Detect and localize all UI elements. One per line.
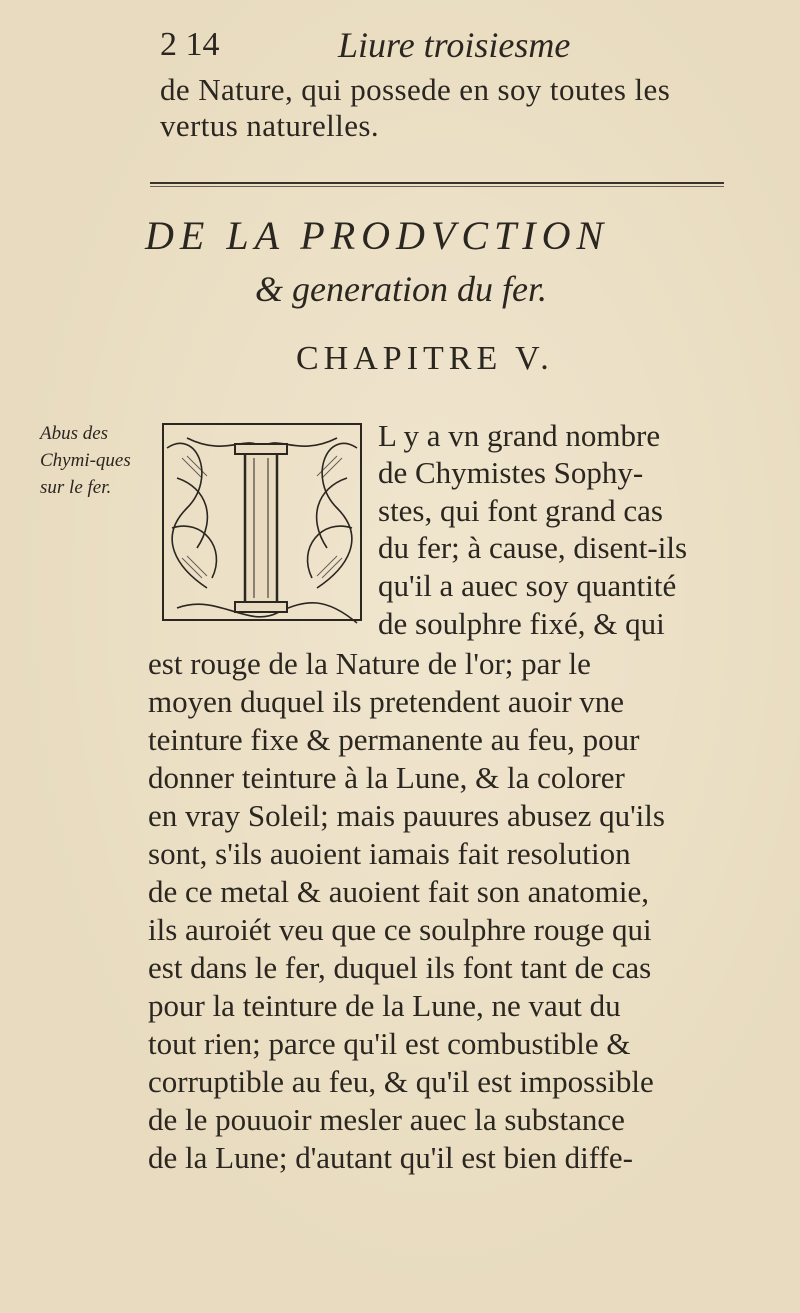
ornament-initial-icon: [157, 418, 367, 640]
body-line-2: de Chymistes Sophy-: [378, 455, 644, 490]
page-number: 2 14: [160, 26, 220, 63]
body-line-6: de soulphre fixé, & qui: [378, 606, 665, 641]
body-line-17: tout rien; parce qu'il est combustible &: [148, 1026, 631, 1061]
body-line-12: sont, s'ils auoient iamais fait resolution: [148, 836, 631, 871]
running-header: [150, 22, 750, 72]
body-line-3: stes, qui font grand cas: [378, 493, 663, 528]
body-line-7: est rouge de la Nature de l'or; par le: [148, 646, 591, 681]
body-line-11: en vray Soleil; mais pauures abusez qu'ils: [148, 798, 665, 833]
body-line-16: pour la teinture de la Lune, ne vaut du: [148, 988, 621, 1023]
chapter-heading: CHAPITRE V.: [296, 340, 554, 377]
section-subtitle: & generation du fer.: [255, 269, 547, 309]
margin-note: Abus des Chymi-ques sur le fer.: [40, 423, 131, 498]
body-line-8: moyen duquel ils pretendent auoir vne: [148, 684, 625, 719]
body-line-10: donner teinture à la Lune, & la colorer: [148, 760, 625, 795]
section-title: DE LA PRODVCTION: [145, 213, 610, 258]
body-line-9: teinture fixe & permanente au feu, pour: [148, 722, 640, 757]
body-line-5: qu'il a auec soy quantité: [378, 568, 677, 603]
decorated-initial: [157, 418, 367, 640]
body-line-20: de la Lune; d'autant qu'il est bien diffe-: [148, 1140, 633, 1175]
intro-line-1: de Nature, qui possede en soy toutes les: [160, 72, 671, 107]
body-line-13: de ce metal & auoient fait son anatomie,: [148, 874, 649, 909]
body-line-19: de le pouuoir mesler auec la substance: [148, 1102, 625, 1137]
body-line-18: corruptible au feu, & qu'il est impossible: [148, 1064, 654, 1099]
body-line-4: du fer; à cause, disent-ils: [378, 530, 688, 565]
running-title: Liure troisiesme: [338, 25, 571, 65]
intro-line-2: vertus naturelles.: [160, 108, 379, 143]
body-line-1: L y a vn grand nombre: [378, 418, 661, 453]
section-divider: [150, 182, 724, 184]
body-line-14: ils auroiét veu que ce soulphre rouge qui: [148, 912, 652, 947]
body-line-15: est dans le fer, duquel ils font tant de cas: [148, 950, 652, 985]
